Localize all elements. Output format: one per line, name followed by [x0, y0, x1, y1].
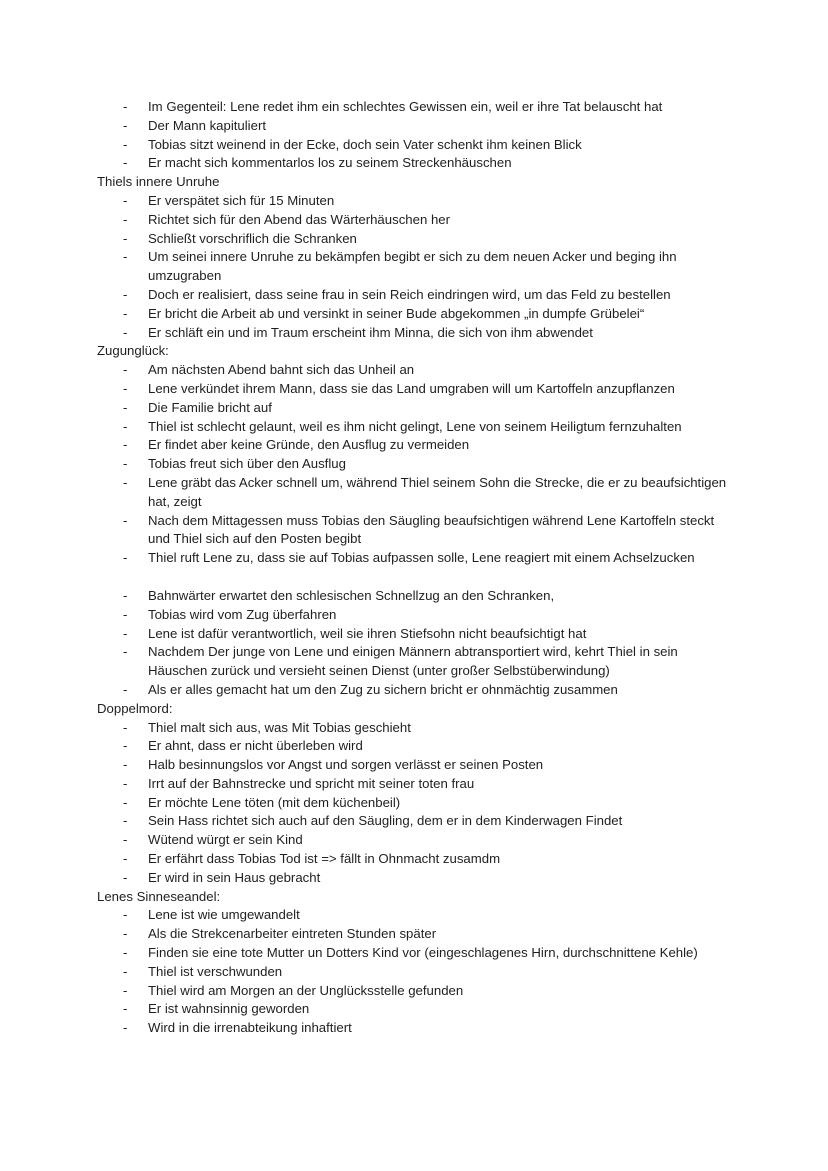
list-item — [97, 737, 737, 756]
list-item — [97, 925, 737, 944]
bullet-dash: - — [123, 399, 128, 415]
list-item-text: Er ahnt, dass er nicht überleben wird — [148, 738, 363, 754]
list-item — [97, 154, 737, 173]
list-item — [97, 756, 737, 775]
list-item-text: Er ist wahnsinnig geworden — [148, 1001, 310, 1017]
list-item — [97, 1000, 737, 1019]
list-item — [97, 286, 737, 305]
list-item — [97, 324, 737, 343]
list-item — [97, 117, 737, 136]
bullet-dash: - — [123, 644, 128, 660]
list-item-text: Nachdem Der junge von Lene und einigen Männern abtransportiert wird, kehrt Thiel in sein Häuschen zurück und versieht seinen Dienst (unter großer Selbstüberwindung) — [148, 644, 678, 679]
list-item — [97, 98, 737, 117]
list-item-text: Er schläft ein und im Traum erscheint ihm Minna, die sich von ihm abwendet — [148, 324, 593, 340]
list-item — [97, 380, 737, 399]
bullet-dash: - — [123, 211, 128, 227]
bullet-dash: - — [123, 1001, 128, 1017]
list-item-text: Als die Strekcenarbeiter eintreten Stunden später — [148, 926, 437, 942]
bullet-dash: - — [123, 136, 128, 152]
list-item — [97, 831, 737, 850]
list-item — [97, 136, 737, 155]
list-item-text: Er möchte Lene töten (mit dem küchenbeil) — [148, 794, 401, 810]
list-item-text: Nach dem Mittagessen muss Tobias den Säugling beaufsichtigen während Lene Kartoffeln steckt und Thiel sich auf den Posten begibt — [148, 512, 715, 547]
bullet-dash: - — [123, 982, 128, 998]
list-item-text: Im Gegenteil: Lene redet ihm ein schlechtes Gewissen ein, weil er ihre Tat belauscht hat — [148, 99, 663, 114]
bullet-dash: - — [123, 606, 128, 622]
bullet-dash: - — [123, 681, 128, 697]
bullet-dash: - — [123, 437, 128, 453]
list-item-text: Schließt vorschriflich die Schranken — [148, 230, 357, 246]
list-item — [97, 512, 737, 550]
list-item-text: Richtet sich für den Abend das Wärterhäuschen her — [148, 211, 451, 227]
list-item — [97, 192, 737, 211]
list-item — [97, 963, 737, 982]
list-item-text: Bahnwärter erwartet den schlesischen Schnellzug an den Schranken, — [148, 587, 555, 603]
list-item-text: Thiel ist schlecht gelaunt, weil es ihm nicht gelingt, Lene von seinem Heiligtum fernzuhalten — [148, 418, 682, 434]
bullet-dash: - — [123, 587, 128, 603]
bullet-dash: - — [123, 362, 128, 378]
bullet-dash: - — [123, 963, 128, 979]
bullet-dash: - — [123, 512, 128, 528]
list-item — [97, 812, 737, 831]
list-item-text: Halb besinnungslos vor Angst und sorgen verlässt er seinen Posten — [148, 757, 544, 773]
list-item-text: Wird in die irrenabteikung inhaftiert — [148, 1020, 352, 1036]
list-item-text: Irrt auf der Bahnstrecke und spricht mit seiner toten frau — [148, 775, 475, 791]
bullet-dash: - — [123, 813, 128, 829]
list-item-text: Er bricht die Arbeit ab und versinkt in seiner Bude abgekommen „in dumpfe Grübelei“ — [148, 305, 645, 321]
bullet-dash: - — [123, 286, 128, 302]
list-item — [97, 399, 737, 418]
bullet-dash: - — [123, 775, 128, 791]
list-item-text: Am nächsten Abend bahnt sich das Unheil an — [148, 362, 415, 378]
bullet-dash: - — [123, 832, 128, 848]
list-item-text: Wütend würgt er sein Kind — [148, 832, 303, 848]
list-item — [97, 944, 737, 963]
bullet-dash: - — [123, 738, 128, 754]
list-item-text: Der Mann kapituliert — [148, 117, 267, 133]
list-item-text: Lene ist wie umgewandelt — [148, 907, 300, 923]
list-item-text: Als er alles gemacht hat um den Zug zu sichern bricht er ohnmächtig zusammen — [148, 681, 618, 697]
list-item-text: Er erfährt dass Tobias Tod ist => fällt in Ohnmacht zusamdm — [148, 851, 501, 867]
bullet-dash: - — [123, 305, 128, 321]
bullet-dash: - — [123, 1020, 128, 1036]
list-item — [97, 549, 737, 568]
list-item-text: Er wird in sein Haus gebracht — [148, 869, 321, 885]
list-item-text: Lene verkündet ihrem Mann, dass sie das Land umgraben will um Kartoffeln anzupflanzen — [148, 380, 675, 396]
list-item-text: Sein Hass richtet sich auch auf den Säugling, dem er in dem Kinderwagen Findet — [148, 813, 623, 829]
list-item-text: Er verspätet sich für 15 Minuten — [148, 192, 335, 208]
bullet-dash: - — [123, 757, 128, 773]
list-item-text: Um seinei innere Unruhe zu bekämpfen begibt er sich zu dem neuen Acker und beging ihn umzugraben — [148, 249, 677, 284]
bullet-dash: - — [123, 869, 128, 885]
bullet-dash: - — [123, 456, 128, 472]
bullet-dash: - — [123, 324, 128, 340]
list-item — [97, 606, 737, 625]
paragraph-gap — [97, 568, 737, 587]
list-item — [97, 1019, 737, 1038]
list-item-text: Thiel malt sich aus, was Mit Tobias geschieht — [148, 719, 411, 735]
section-heading: Lenes Sinneseandel: — [97, 888, 221, 904]
list-item-text: Lene gräbt das Acker schnell um, während Thiel seinem Sohn die Strecke, die er zu beaufsichtigen hat, zeigt — [148, 474, 727, 509]
list-item — [97, 587, 737, 606]
list-item — [97, 211, 737, 230]
list-item — [97, 361, 737, 380]
bullet-dash: - — [123, 794, 128, 810]
list-item-text: Thiel ist verschwunden — [148, 963, 283, 979]
list-item-text: Thiel wird am Morgen an der Unglücksstelle gefunden — [148, 982, 464, 998]
list-item — [97, 248, 737, 286]
bullet-dash: - — [123, 550, 128, 566]
list-item-text: Thiel ruft Lene zu, dass sie auf Tobias aufpassen solle, Lene reagiert mit einem Achselzucken — [148, 550, 695, 566]
bullet-dash: - — [123, 474, 128, 490]
list-item — [97, 794, 737, 813]
list-item-text: Er findet aber keine Gründe, den Ausflug zu vermeiden — [148, 437, 470, 453]
list-item — [97, 625, 737, 644]
bullet-dash: - — [123, 926, 128, 942]
list-item — [97, 719, 737, 738]
bullet-dash: - — [123, 907, 128, 923]
list-item — [97, 982, 737, 1001]
bullet-dash: - — [123, 155, 128, 171]
section-heading: Doppelmord: — [97, 700, 173, 716]
list-item — [97, 455, 737, 474]
list-item — [97, 681, 737, 700]
bullet-dash: - — [123, 117, 128, 133]
section-heading: Zugunglück: — [97, 343, 169, 359]
list-item — [97, 643, 737, 681]
list-item-text: Doch er realisiert, dass seine frau in sein Reich eindringen wird, um das Feld zu bestellen — [148, 286, 671, 302]
list-item — [97, 436, 737, 455]
bullet-dash: - — [123, 851, 128, 867]
bullet-dash: - — [123, 230, 128, 246]
list-item-text: Er macht sich kommentarlos los zu seinem Streckenhäuschen — [148, 155, 512, 171]
bullet-dash: - — [123, 380, 128, 396]
list-item-text: Tobias wird vom Zug überfahren — [148, 606, 337, 622]
list-item-text: Tobias freut sich über den Ausflug — [148, 456, 346, 472]
list-item — [97, 775, 737, 794]
list-item — [97, 230, 737, 249]
list-item-text: Finden sie eine tote Mutter un Dotters Kind vor (eingeschlagenes Hirn, durchschnittene Kehle) — [148, 945, 698, 961]
list-item-text: Die Familie bricht auf — [148, 399, 272, 415]
bullet-dash: - — [123, 99, 128, 114]
list-item — [97, 869, 737, 888]
bullet-dash: - — [123, 418, 128, 434]
list-item — [97, 305, 737, 324]
list-item — [97, 418, 737, 437]
list-item — [97, 906, 737, 925]
list-item-text: Lene ist dafür verantwortlich, weil sie ihren Stiefsohn nicht beaufsichtigt hat — [148, 625, 587, 641]
section-heading: Thiels innere Unruhe — [97, 174, 220, 190]
list-item-text: Tobias sitzt weinend in der Ecke, doch sein Vater schenkt ihm keinen Blick — [148, 136, 582, 152]
bullet-dash: - — [123, 719, 128, 735]
list-item — [97, 850, 737, 869]
bullet-dash: - — [123, 249, 128, 265]
bullet-dash: - — [123, 625, 128, 641]
list-item — [97, 474, 737, 512]
document-page — [97, 98, 737, 1038]
bullet-dash: - — [123, 945, 128, 961]
bullet-dash: - — [123, 192, 128, 208]
